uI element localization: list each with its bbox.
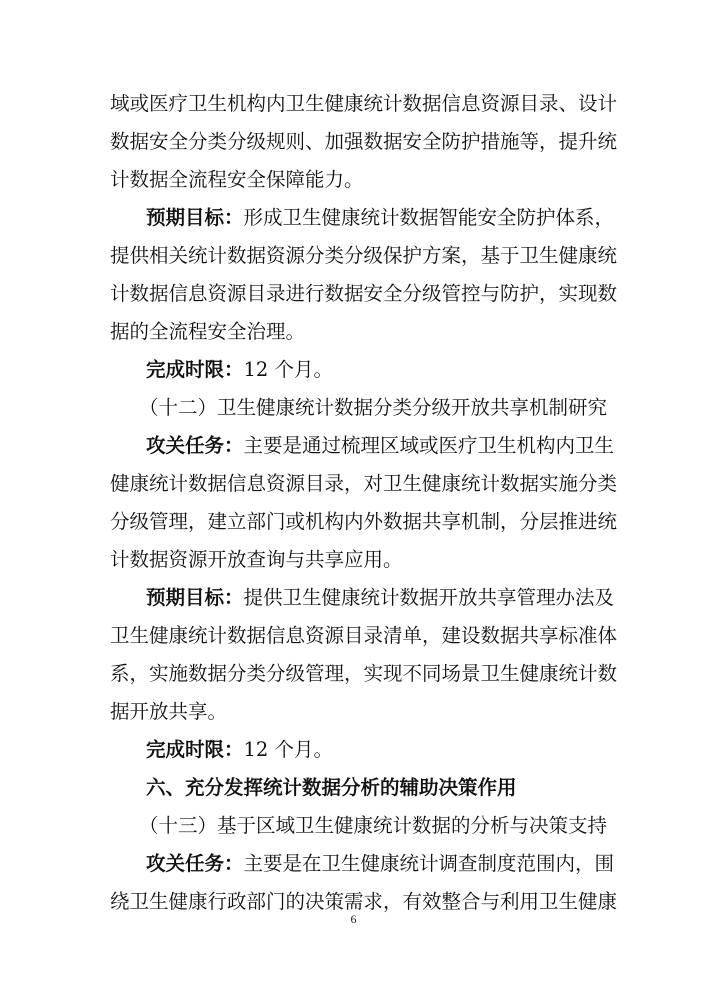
text-run: 提供卫生健康统计数据开放共享管理办法及	[243, 586, 615, 609]
bold-label: 预期目标：	[146, 206, 244, 229]
text-run: 12 个月。	[243, 738, 334, 761]
page-number: 6	[350, 912, 357, 926]
paragraph-first-line	[0, 735, 707, 765]
text-line: 数据安全分类分级规则、加强数据安全防护措施等，提升统	[110, 130, 618, 153]
paragraph-first-line	[0, 583, 707, 613]
text-line: 计数据资源开放查询与共享应用。	[110, 548, 403, 571]
text-run: 12 个月。	[243, 358, 334, 381]
bold-label: 完成时限：	[146, 358, 244, 381]
text-run: 主要是在卫生健康统计调查制度范围内，围	[243, 852, 615, 875]
bold-label: 攻关任务：	[146, 852, 244, 875]
text-line: 卫生健康统计数据信息资源目录清单，建设数据共享标准体	[110, 624, 618, 647]
text-line: 绕卫生健康行政部门的决策需求，有效整合与利用卫生健康	[110, 890, 618, 913]
paragraph-first-line	[0, 203, 707, 233]
text-line: 计数据信息资源目录进行数据安全分级管控与防护，实现数	[110, 282, 618, 305]
bold-label: 攻关任务：	[146, 434, 244, 457]
text-line: 据的全流程安全治理。	[110, 320, 306, 343]
text-line: 分级管理，建立部门或机构内外数据共享机制，分层推进统	[110, 510, 618, 533]
bold-label: 完成时限：	[146, 738, 244, 761]
subsection-heading: （十二）卫生健康统计数据分类分级开放共享机制研究	[139, 396, 608, 419]
text-line: 健康统计数据信息资源目录，对卫生健康统计数据实施分类	[110, 472, 618, 495]
text-line: 据开放共享。	[110, 700, 228, 723]
bold-label: 预期目标：	[146, 586, 244, 609]
paragraph-first-line	[0, 355, 707, 385]
text-run: 形成卫生健康统计数据智能安全防护体系，	[243, 206, 615, 229]
section-heading: 六、充分发挥统计数据分析的辅助决策作用	[146, 776, 517, 799]
text-line: 提供相关统计数据资源分类分级保护方案，基于卫生健康统	[110, 244, 618, 267]
paragraph-first-line	[0, 849, 707, 879]
text-line: 域或医疗卫生机构内卫生健康统计数据信息资源目录、设计	[110, 92, 618, 115]
text-line: 计数据全流程安全保障能力。	[110, 168, 364, 191]
text-line: 系，实施数据分类分级管理，实现不同场景卫生健康统计数	[110, 662, 618, 685]
subsection-heading: （十三）基于区域卫生健康统计数据的分析与决策支持	[139, 814, 608, 837]
text-run: 主要是通过梳理区域或医疗卫生机构内卫生	[243, 434, 615, 457]
paragraph-first-line	[0, 431, 707, 461]
